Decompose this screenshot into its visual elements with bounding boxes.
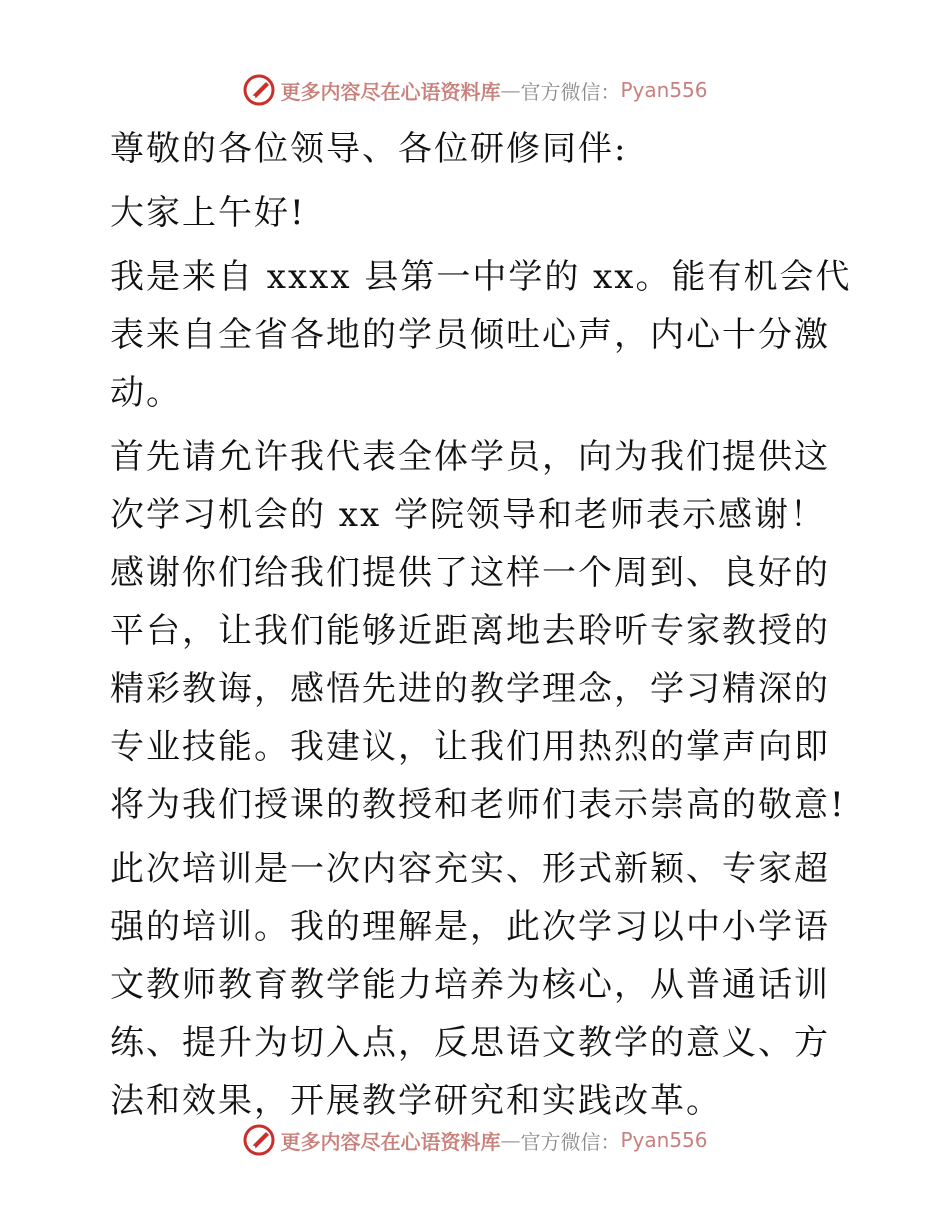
- banner-wechat-id: Pyan556: [620, 1128, 708, 1152]
- paragraph-intro: 我是来自 xxxx 县第一中学的 xx。能有机会代表来自全省各地的学员倾吐心声，内心十分激动。: [110, 257, 852, 413]
- greeting: 大家上午好!: [110, 193, 306, 233]
- footer-watermark-banner: [0, 1120, 950, 1160]
- letter-body: [100, 120, 860, 1136]
- paragraph-training: 此次培训是一次内容充实、形式新颖、专家超强的培训。我的理解是，此次学习以中小学语文教师教育教学能力培养为核心，从普通话训练、提升为切入点，反思语文教学的意义、方法和效果，开展教学研究和实践改革。: [110, 849, 830, 1121]
- header-watermark-banner: [0, 70, 950, 110]
- banner-wechat-label: 官方微信：: [520, 79, 621, 104]
- banner-wechat-label: 官方微信：: [520, 1129, 621, 1154]
- salutation: 尊敬的各位领导、各位研修同伴:: [110, 129, 628, 169]
- banner-wechat-id: Pyan556: [620, 78, 708, 102]
- banner-dash: —: [500, 78, 521, 102]
- paragraph-thanks: 首先请允许我代表全体学员，向为我们提供这次学习机会的 xx 学院领导和老师表示感谢！感谢你们给我们提供了这样一个周到、良好的平台，让我们能够近距离地去聆听专家教授的精彩教诲，感悟先进的教学理念，学习精深的专业技能。我建议，让我们用热烈的掌声向即将为我们授课的教授和老师们表示崇高的敬意!: [110, 437, 846, 825]
- banner-dash: —: [500, 1128, 521, 1152]
- banner-main-text: 更多内容尽在心语资料库: [280, 79, 501, 104]
- banner-main-text: 更多内容尽在心语资料库: [280, 1129, 501, 1154]
- brand-logo-icon: [242, 1123, 276, 1157]
- brand-logo-icon: [242, 73, 276, 107]
